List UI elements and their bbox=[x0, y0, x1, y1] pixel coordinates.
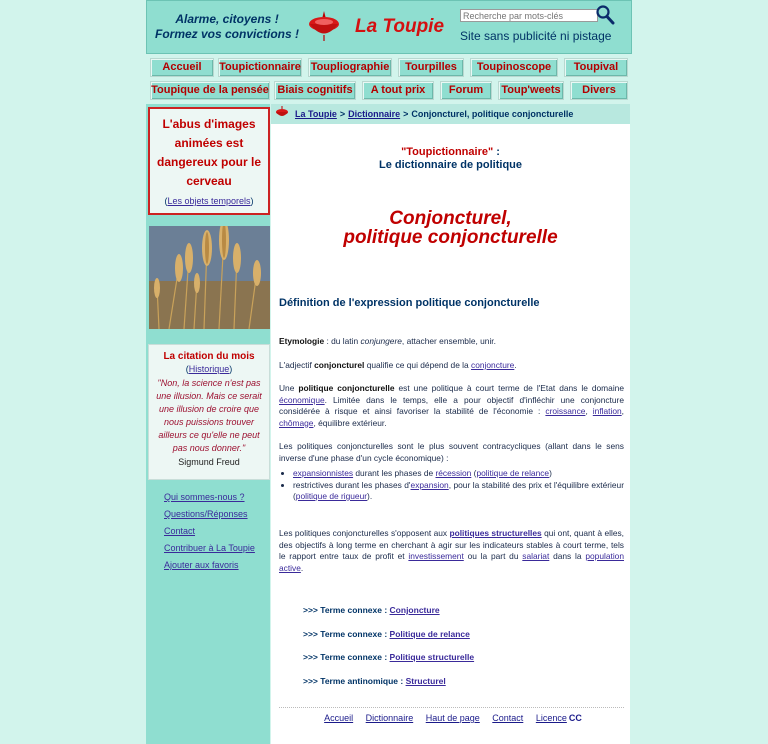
nav-toupweets[interactable]: Toup'weets bbox=[498, 81, 564, 100]
page-title bbox=[271, 209, 630, 247]
policy-list bbox=[293, 468, 624, 503]
footer-home[interactable]: Accueil bbox=[324, 713, 354, 723]
link-croissance[interactable]: croissance bbox=[545, 406, 586, 416]
text: qualifie ce qui dépend de la bbox=[364, 360, 472, 370]
related-term bbox=[303, 652, 474, 662]
text: est une politique à court terme de l'Etat dans le domaine bbox=[394, 383, 624, 393]
related-term bbox=[303, 605, 440, 615]
warning-line: L'abus d'images bbox=[162, 117, 256, 131]
sidebar-link-bookmark[interactable]: Ajouter aux favoris bbox=[164, 560, 239, 570]
sidebar-link-about[interactable]: Qui sommes-nous ? bbox=[164, 492, 245, 502]
warning-line: animées est bbox=[174, 136, 244, 150]
text: Une bbox=[279, 383, 299, 393]
text: ) bbox=[549, 468, 552, 478]
text: , bbox=[621, 406, 624, 416]
spinning-top-icon[interactable] bbox=[307, 9, 341, 43]
text: qui ont, quant à elles, des objectifs à long terme en cherchant à agir sur les indicateurs stables à court terme, tels le rapport entre taux de profit et bbox=[279, 528, 624, 561]
breadcrumb-home[interactable]: La Toupie bbox=[295, 109, 337, 119]
antonym-term bbox=[303, 676, 446, 686]
breadcrumb bbox=[271, 104, 630, 124]
text: , attacher ensemble, unir. bbox=[401, 336, 496, 346]
temporal-objects-link[interactable]: Les objets temporels bbox=[167, 196, 251, 206]
text: , bbox=[585, 406, 593, 416]
link-politiques-structurelles[interactable]: politiques structurelles bbox=[449, 528, 542, 538]
main-content bbox=[271, 104, 630, 744]
link-politique-rigueur[interactable]: politique de rigueur bbox=[295, 491, 368, 501]
search-input[interactable] bbox=[460, 9, 598, 22]
breadcrumb-items bbox=[295, 104, 573, 124]
related-link-conjoncture[interactable]: Conjoncture bbox=[389, 605, 440, 615]
link-economique[interactable]: économique bbox=[279, 394, 325, 405]
quote-of-month bbox=[148, 344, 270, 480]
slogan-line-2: Formez vos convictions ! bbox=[154, 27, 300, 41]
paragraph-contracyclic bbox=[279, 441, 624, 503]
nav-toupinoscope[interactable]: Toupinoscope bbox=[470, 58, 558, 77]
breadcrumb-dictionary[interactable]: Dictionnaire bbox=[348, 109, 401, 119]
slogan-line-1: Alarme, citoyens ! bbox=[175, 12, 279, 26]
dictionary-title bbox=[271, 146, 630, 172]
text: . bbox=[514, 360, 517, 370]
related-link-structurelle[interactable]: Politique structurelle bbox=[389, 652, 475, 662]
spinning-top-icon bbox=[275, 106, 289, 120]
warning-box bbox=[148, 107, 270, 215]
dictionary-colon: : bbox=[493, 146, 500, 158]
list-item bbox=[293, 480, 624, 503]
text: Les politiques conjoncturelles sont le plus souvent contracycliques (allant dans le sens inverse d'une phase d'un cycle économique) : bbox=[279, 441, 624, 463]
warning-text bbox=[150, 115, 268, 191]
site-header bbox=[146, 0, 632, 54]
slogan bbox=[153, 12, 301, 42]
page-container bbox=[146, 0, 632, 744]
text: . bbox=[300, 562, 304, 573]
brand-title[interactable]: La Toupie bbox=[355, 16, 445, 37]
breadcrumb-separator: > bbox=[403, 109, 409, 119]
text: durant les phases de bbox=[353, 468, 436, 478]
nav-divers[interactable]: Divers bbox=[570, 81, 628, 100]
nav-toupique[interactable]: Toupique de la pensée bbox=[150, 81, 270, 100]
warning-link-wrapper: (Les objets temporels) bbox=[164, 196, 254, 206]
search-icon[interactable] bbox=[595, 4, 615, 26]
dictionary-subtitle: Le dictionnaire de politique bbox=[378, 159, 522, 171]
warning-line: dangereux pour le bbox=[156, 155, 262, 169]
nav-toupliographie[interactable]: Toupliographie bbox=[308, 58, 392, 77]
sidebar-link-contribute[interactable]: Contribuer à La Toupie bbox=[164, 543, 255, 553]
link-politique-relance[interactable]: politique de relance bbox=[476, 468, 550, 478]
link-salariat[interactable]: salariat bbox=[522, 551, 550, 561]
sidebar-link-contact[interactable]: Contact bbox=[164, 526, 196, 536]
antonym-link-structurel[interactable]: Structurel bbox=[405, 676, 446, 686]
list-item bbox=[293, 468, 624, 480]
text: , équilibre extérieur. bbox=[313, 417, 387, 428]
link-investissement[interactable]: investissement bbox=[408, 551, 464, 561]
etymology-paragraph bbox=[279, 336, 624, 348]
link-chomage[interactable]: chômage bbox=[279, 417, 314, 428]
wheat-image bbox=[149, 226, 270, 329]
text: ou la part du bbox=[463, 551, 523, 561]
definition-heading: Définition de l'expression politique conjoncturelle bbox=[279, 297, 540, 309]
related-label: >>> Terme connexe : bbox=[303, 629, 390, 639]
footer-divider bbox=[279, 707, 624, 708]
nav-toupictionnaire[interactable]: Toupictionnaire bbox=[218, 58, 302, 77]
bold-term: conjoncturel bbox=[314, 360, 365, 370]
link-recession[interactable]: récession bbox=[435, 468, 472, 478]
paragraph-definition bbox=[279, 383, 624, 429]
quote-history-link[interactable]: Historique bbox=[188, 364, 230, 374]
breadcrumb-current: Conjoncturel, politique conjoncturelle bbox=[411, 109, 574, 119]
related-label: >>> Terme connexe : bbox=[303, 652, 390, 662]
footer-dictionary[interactable]: Dictionnaire bbox=[365, 713, 414, 723]
text: ( bbox=[471, 468, 477, 478]
quote-text: "Non, la science n'est pas une illusion. Mais ce serait une illusion de croire que nous puissions trouver ailleurs ce qu'elle ne peut pas nous donner." bbox=[156, 378, 262, 453]
nav-accueil[interactable]: Accueil bbox=[150, 58, 214, 77]
etymology-label: Etymologie bbox=[279, 336, 325, 346]
nav-a-tout-prix[interactable]: A tout prix bbox=[362, 81, 434, 100]
text: dans la bbox=[549, 551, 586, 561]
license-cc-badge: CC bbox=[568, 713, 582, 723]
nav-toupival[interactable]: Toupival bbox=[564, 58, 628, 77]
footer-contact[interactable]: Contact bbox=[492, 713, 524, 723]
title-line-1: Conjoncturel, bbox=[389, 208, 512, 229]
warning-line: cerveau bbox=[186, 174, 232, 188]
nav-tourpilles[interactable]: Tourpilles bbox=[398, 58, 464, 77]
link-population-active[interactable]: population active bbox=[279, 551, 624, 573]
related-label: >>> Terme connexe : bbox=[303, 605, 390, 615]
text: : du latin bbox=[324, 336, 361, 346]
link-expansionnistes[interactable]: expansionnistes bbox=[293, 468, 354, 478]
related-term bbox=[303, 629, 470, 639]
text: ). bbox=[367, 491, 373, 501]
bold-term: politique conjoncturelle bbox=[298, 383, 395, 393]
text: . Limitée dans le temps, elle a pour objectif d'infléchir une conjoncture considérée à risque et ainsi favoriser la stabilité de l'économie : bbox=[279, 394, 624, 416]
sidebar-links bbox=[164, 492, 255, 577]
quote-author: Sigmund Freud bbox=[178, 457, 240, 467]
quote-title: La citation du mois bbox=[163, 351, 255, 362]
related-label: >>> Terme antinomique : bbox=[303, 676, 406, 686]
sidebar bbox=[146, 104, 270, 744]
nav-biais-cognitifs[interactable]: Biais cognitifs bbox=[274, 81, 356, 100]
quote-history-wrapper: (Historique) bbox=[185, 364, 233, 374]
dictionary-name: "Toupictionnaire" bbox=[401, 146, 494, 158]
paragraph-adjective bbox=[279, 360, 624, 372]
text: restrictives durant les phases d' bbox=[293, 479, 411, 490]
sidebar-link-faq[interactable]: Questions/Réponses bbox=[164, 509, 248, 519]
text: L'adjectif bbox=[279, 360, 315, 370]
text: Les politiques conjoncturelles s'opposent aux bbox=[279, 528, 450, 538]
related-link-relance[interactable]: Politique de relance bbox=[389, 629, 470, 639]
footer-top[interactable]: Haut de page bbox=[425, 713, 480, 723]
breadcrumb-separator: > bbox=[339, 109, 346, 119]
footer bbox=[271, 713, 630, 723]
link-expansion[interactable]: expansion bbox=[410, 479, 449, 490]
link-inflation[interactable]: inflation bbox=[592, 406, 622, 416]
footer-license[interactable]: Licence bbox=[535, 713, 567, 723]
nav-forum[interactable]: Forum bbox=[440, 81, 492, 100]
text: , pour la stabilité des prix et l'équilibre extérieur ( bbox=[293, 479, 624, 501]
etymology-word: conjungere bbox=[360, 336, 402, 346]
title-line-2: politique conjoncturelle bbox=[343, 227, 558, 248]
paragraph-structural bbox=[279, 528, 624, 574]
link-conjoncture[interactable]: conjoncture bbox=[471, 360, 515, 370]
tagline: Site sans publicité ni pistage bbox=[460, 29, 612, 43]
